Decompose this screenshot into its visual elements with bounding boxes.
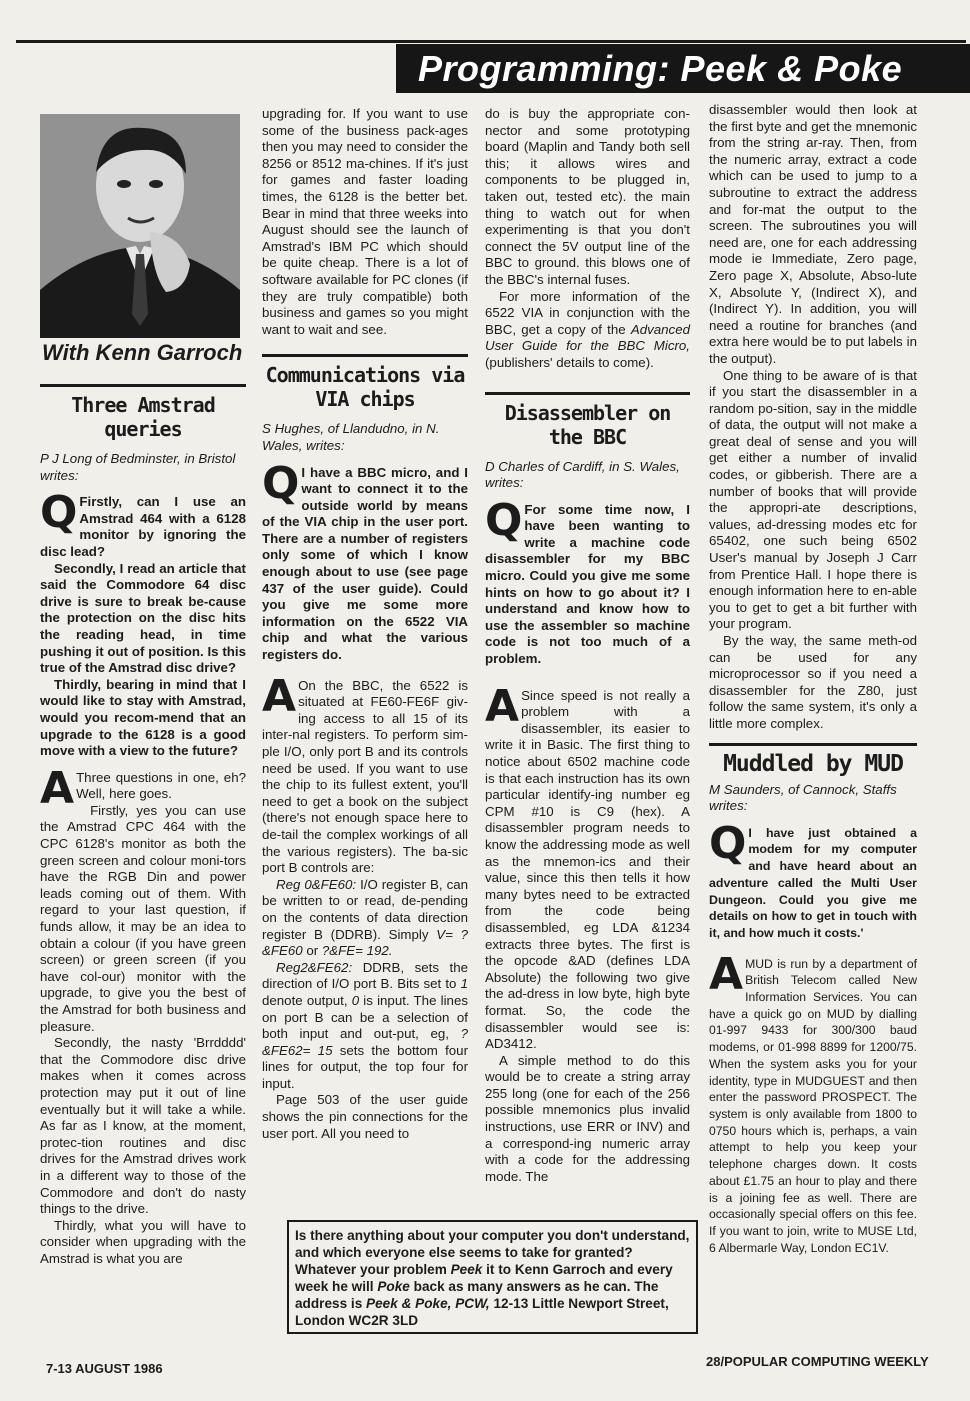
register-b-label: Reg 0&FE60: <box>276 876 357 892</box>
answer-via <box>262 670 469 1143</box>
answer-text-1: Since speed is not really a problem with a disassembler, its easier to write it in Basic. The first thing to notice about 6502 machine code is that each instruction has its own particular identify-ing number eg CPM #10 is C9 (hex). A disassembler program needs to know the addressing mode as well as the mnemon-ics and their value, since this then tells it how many bytes need to be extracted from the code being disassembled, eg LDA &1234 extracts three bytes. The first is the opcode &AD (defines LDA Absolute) the following two give the ad-dress in low byte, high byte format. So, the code the disassembler would see is: AD3412. <box>485 687 690 1052</box>
question-text: For some time now, I have been wanting to write a machine code disassembler for my BBC micro. Could you give me some hints on how to go about it? I understand and know how to use the assembler so machine code is not too much of a problem. <box>485 501 690 667</box>
answer-text-1: Three questions in one, eh? Well, here goes. <box>76 769 246 802</box>
register-b-text <box>262 877 468 960</box>
question-disassembler <box>485 494 690 668</box>
answer-text-3: Page 503 of the user guide shows the pin connections for the user port. All you need to <box>262 1092 468 1141</box>
book-title: Advanced User Guide for the BBC Micro, <box>485 321 690 354</box>
author-portrait-image <box>40 114 240 338</box>
question-via <box>262 457 468 664</box>
ddrb-one: 1 <box>460 976 468 992</box>
ddrb-code: ?&FE62= 15 <box>262 1026 468 1058</box>
ddrb-desc-d: sets the bottom four lines for output, the top four for input. <box>262 1042 468 1091</box>
drop-cap-q: Q <box>485 494 523 546</box>
more-information-text <box>485 289 690 372</box>
drop-cap-a: A <box>485 680 520 732</box>
letter-from-m-saunders: M Saunders, of Cannock, Staffs writes: <box>709 781 897 814</box>
register-b-desc: I/O register B, can be written to or read, de-pending on the contents of data direction register B (DDRB). Simply <box>262 876 469 942</box>
column-1-heading-rule <box>40 384 246 387</box>
top-rule <box>16 40 966 43</box>
paragraph-2: One thing to be aware of is that if you start the disassembler in a random po-sition, say in the middle of data, the output will not make a great deal of sense and you will get either a number of invalid codes, or gibberish. There are a number of books that will provide the appropri-ate descriptions, values, ad-dressing modes etc for 65402, one such being 6502 User's manual by Joseph J Carr from Prentice Hall. I hope there is enough information here to en-able you to get to get a bit further with your program. <box>709 367 917 632</box>
box-poke: Poke <box>377 1279 410 1294</box>
ddrb-desc-c: is input. The lines on port B can be a selection of both input and out-put, eg, <box>262 992 468 1042</box>
drop-cap-q: Q <box>40 487 78 539</box>
drop-cap-a: A <box>262 670 297 722</box>
column-3 <box>485 106 690 1185</box>
answer-disassembler <box>485 680 690 1186</box>
answer-text-4: Thirdly, what you will have to consider when upgrading with the Amstrad is what you are <box>40 1217 246 1266</box>
box-text-2: it to Kenn Garroch and every week he will <box>295 1262 673 1294</box>
drop-cap-a: A <box>40 762 75 814</box>
page-number: 28/POPULAR COMPUTING WEEKLY <box>706 1354 929 1369</box>
heading-muddled-by-mud: Muddled by MUD <box>723 750 903 777</box>
ddrb-text <box>262 960 468 1093</box>
column-2-heading-rule <box>262 354 468 357</box>
heading-disassembler-on-the-bbc: Disassembler on the BBC <box>504 400 671 449</box>
answer-text: MUD is run by a department of British Telecom called New Information Services. You can have a quick go on MUD by dialling 01-997 9433 for 300/300 baud modems, or 01-998 8899 for 1200/75. When the system asks you for your identity, type in MUDGUEST and then enter the password PROSPECT. The system is only available from 1800 to 0750 hours which is, perhaps, a vain attempt to help you keep your telephone charges down. It costs about £1.75 an hour to play and there is a joining fee as well. There are occasionally special offers on this fee. If you want to join, write to MUSE Ltd, 6 Albermarle Way, London EC1V. <box>709 956 917 1255</box>
drop-cap-a: A <box>709 948 744 1000</box>
answer-amstrad <box>40 762 246 1268</box>
continued-text: do is buy the appropriate con-nector and some prototyping board (Maplin and Tandy both sell this; it allows wires and components to be plugged in, taken out, tested etc). the main thing to watch out for when experimenting is that you don't connect the 5V output line of the BBC to ground. this blows one of the BBC's internal fuses. <box>485 106 690 287</box>
question-amstrad <box>40 487 246 760</box>
box-address-name: Peek & Poke, PCW, <box>366 1296 490 1311</box>
column-1 <box>40 378 246 1268</box>
column-4-heading-rule <box>709 743 917 746</box>
author-photo <box>40 114 240 338</box>
answer-text-3: Secondly, the nasty 'Brrdddd' that the Commodore disc drive makes when it comes across protection may put it out of line eventually but it will take a while. As far as I know, at the moment, protec-tion routines and disc drives for the Amstrad drives work in a different way to those of the Commodore and don't do nasty things to the drive. <box>40 1035 246 1217</box>
register-b-code-2: ?&FE= 192. <box>321 943 393 959</box>
box-text-4: 12-13 Little Newport Street, London WC2R 3LD <box>295 1296 669 1328</box>
section-banner: Programming: Peek & Poke <box>396 44 970 93</box>
question-text-1: Firstly, can I use an Amstrad 464 with a 6128 monitor by ignoring the disc lead? <box>40 494 246 559</box>
question-text: I have just obtained a modem for my computer and have heard about an adventure called the Multi User Dungeon. Could you give me details on how to get in touch with it, and how much it costs.' <box>709 825 917 940</box>
issue-date: 7-13 AUGUST 1986 <box>46 1361 163 1376</box>
heading-communications-via-via-chips: Communications via VIA chips <box>265 363 465 412</box>
question-text-3: Thirdly, bearing in mind that I would like to stay with Amstrad, would you recom-mend that an upgrade to the 6128 is a good move with a view to the future? <box>40 676 246 759</box>
column-4 <box>709 102 917 1256</box>
register-b-or: or <box>306 943 319 959</box>
box-text-1: Is there anything about your computer you don't understand, and which everyone else seems to take for granted? Whatever your problem <box>295 1228 690 1277</box>
letter-from-d-charles: D Charles of Cardiff, in S. Wales, writes: <box>485 458 680 491</box>
question-mud <box>709 817 917 942</box>
column-3-heading-rule <box>485 392 690 395</box>
more-info-a: For more information of the 6522 VIA in conjunction with the BBC, get a copy of the <box>485 288 690 337</box>
box-text-3: back as many answers as he can. The address is <box>295 1279 659 1311</box>
answer-text-2: A simple method to do this would be to create a string array 255 long (one for each of the 256 possible mnemonics plus invalid instructions, use ERR or INV) and a correspond-ing numeric array with a code for the addressing mode. The <box>485 1052 690 1184</box>
paragraph-3: By the way, the same meth-od can be used for any microprocessor so if you need a disassembler for the Z80, just follow the same system, it's only a little more complex. <box>709 633 917 731</box>
more-info-b: (publishers' details to come). <box>485 354 654 370</box>
box-peek: Peek <box>450 1262 483 1277</box>
answer-text-2: Firstly, yes you can use the Amstrad CPC 464 with the CPC 6128's monitor as both the green screen and colour moni-tors have the RGB Din and power leads coming out of them. With regard to your last question, if funds allow, it may be an idea to obtain a colour (if you have green screen) or green screen (if you have col-our) monitor with the upgrade, to give you the best of the Amstrad for both business and pleasure. <box>40 802 246 1034</box>
ddrb-desc-a: DDRB, sets the direction of I/O port B. Bits set to <box>262 959 468 992</box>
ddrb-label: Reg2&FE62: <box>276 959 353 975</box>
answer-mud <box>709 948 917 1257</box>
drop-cap-q: Q <box>262 457 300 509</box>
question-text: I have a BBC micro, and I want to connect it to the outside world by means of the VIA chip in the user port. There are a number of registers only some of which I know enough about to use (see page 437 of the user guide). Could you give me some more information on the 6522 VIA chip and what the various registers do. <box>262 464 468 663</box>
column-2 <box>262 106 468 1142</box>
answer-text-1: On the BBC, the 6522 is situated at FE60-FE6F giv-ing access to all 15 of its inter-nal registers. To perform sim-ple I/O, only port B and its controls need be used. If you want to use the chip to its fullest extent, you'll need to get a book on the subject (there's not enough space here to de-tail the complex workings of all the various registers). The ba-sic port B controls are: <box>262 677 468 876</box>
author-byline: With Kenn Garroch <box>42 340 243 365</box>
register-b-code: V= ?&FE60 <box>262 926 468 959</box>
letter-from-pj-long: P J Long of Bedminster, in Bristol writes: <box>40 451 236 483</box>
continued-text: upgrading for. If you want to use some of the business pack-ages then you may need to consider the 8256 or 8512 ma-chines. If it's just for games and faster loading times, the 6128 is the better bet. Bear in mind that three weeks into August should see the launch of Amstrad's IBM PC which should be quite cheap. There is a lot of software available for PC clones (if they are truly compatible) both business and games so you might want to wait and see. <box>262 106 468 337</box>
continued-text: disassembler would then look at the first byte and get the mnemonic from the string ar-ray. Then, from the numeric array, extract a code which can be used to jump to a subroutine to extract the address and for-mat the output to the screen. The subroutines you will need are, one for each addressing mode ie Immediate, Zero page, Zero page X, Absolute, Abso-lute X, Absolute Y, (Indirect X), and (Indirect Y). In addition, you will need a routine for branches (and extra here would be to put labels in the output). <box>709 102 917 366</box>
heading-three-amstrad-queries: Three Amstrad queries <box>71 393 215 441</box>
ddrb-desc-b: denote output, <box>262 992 348 1008</box>
drop-cap-q: Q <box>709 817 747 869</box>
contact-box <box>287 1220 698 1334</box>
question-text-2: Secondly, I read an article that said the Commodore 64 disc drive is sure to break be-cause the protection on the disc hits the reading head, in time pushing it out of position. Is this true of the Amstrad disc drive? <box>40 560 246 676</box>
letter-from-s-hughes: S Hughes, of Llandudno, in N. Wales, writes: <box>262 421 440 453</box>
ddrb-zero: 0 <box>351 992 360 1008</box>
